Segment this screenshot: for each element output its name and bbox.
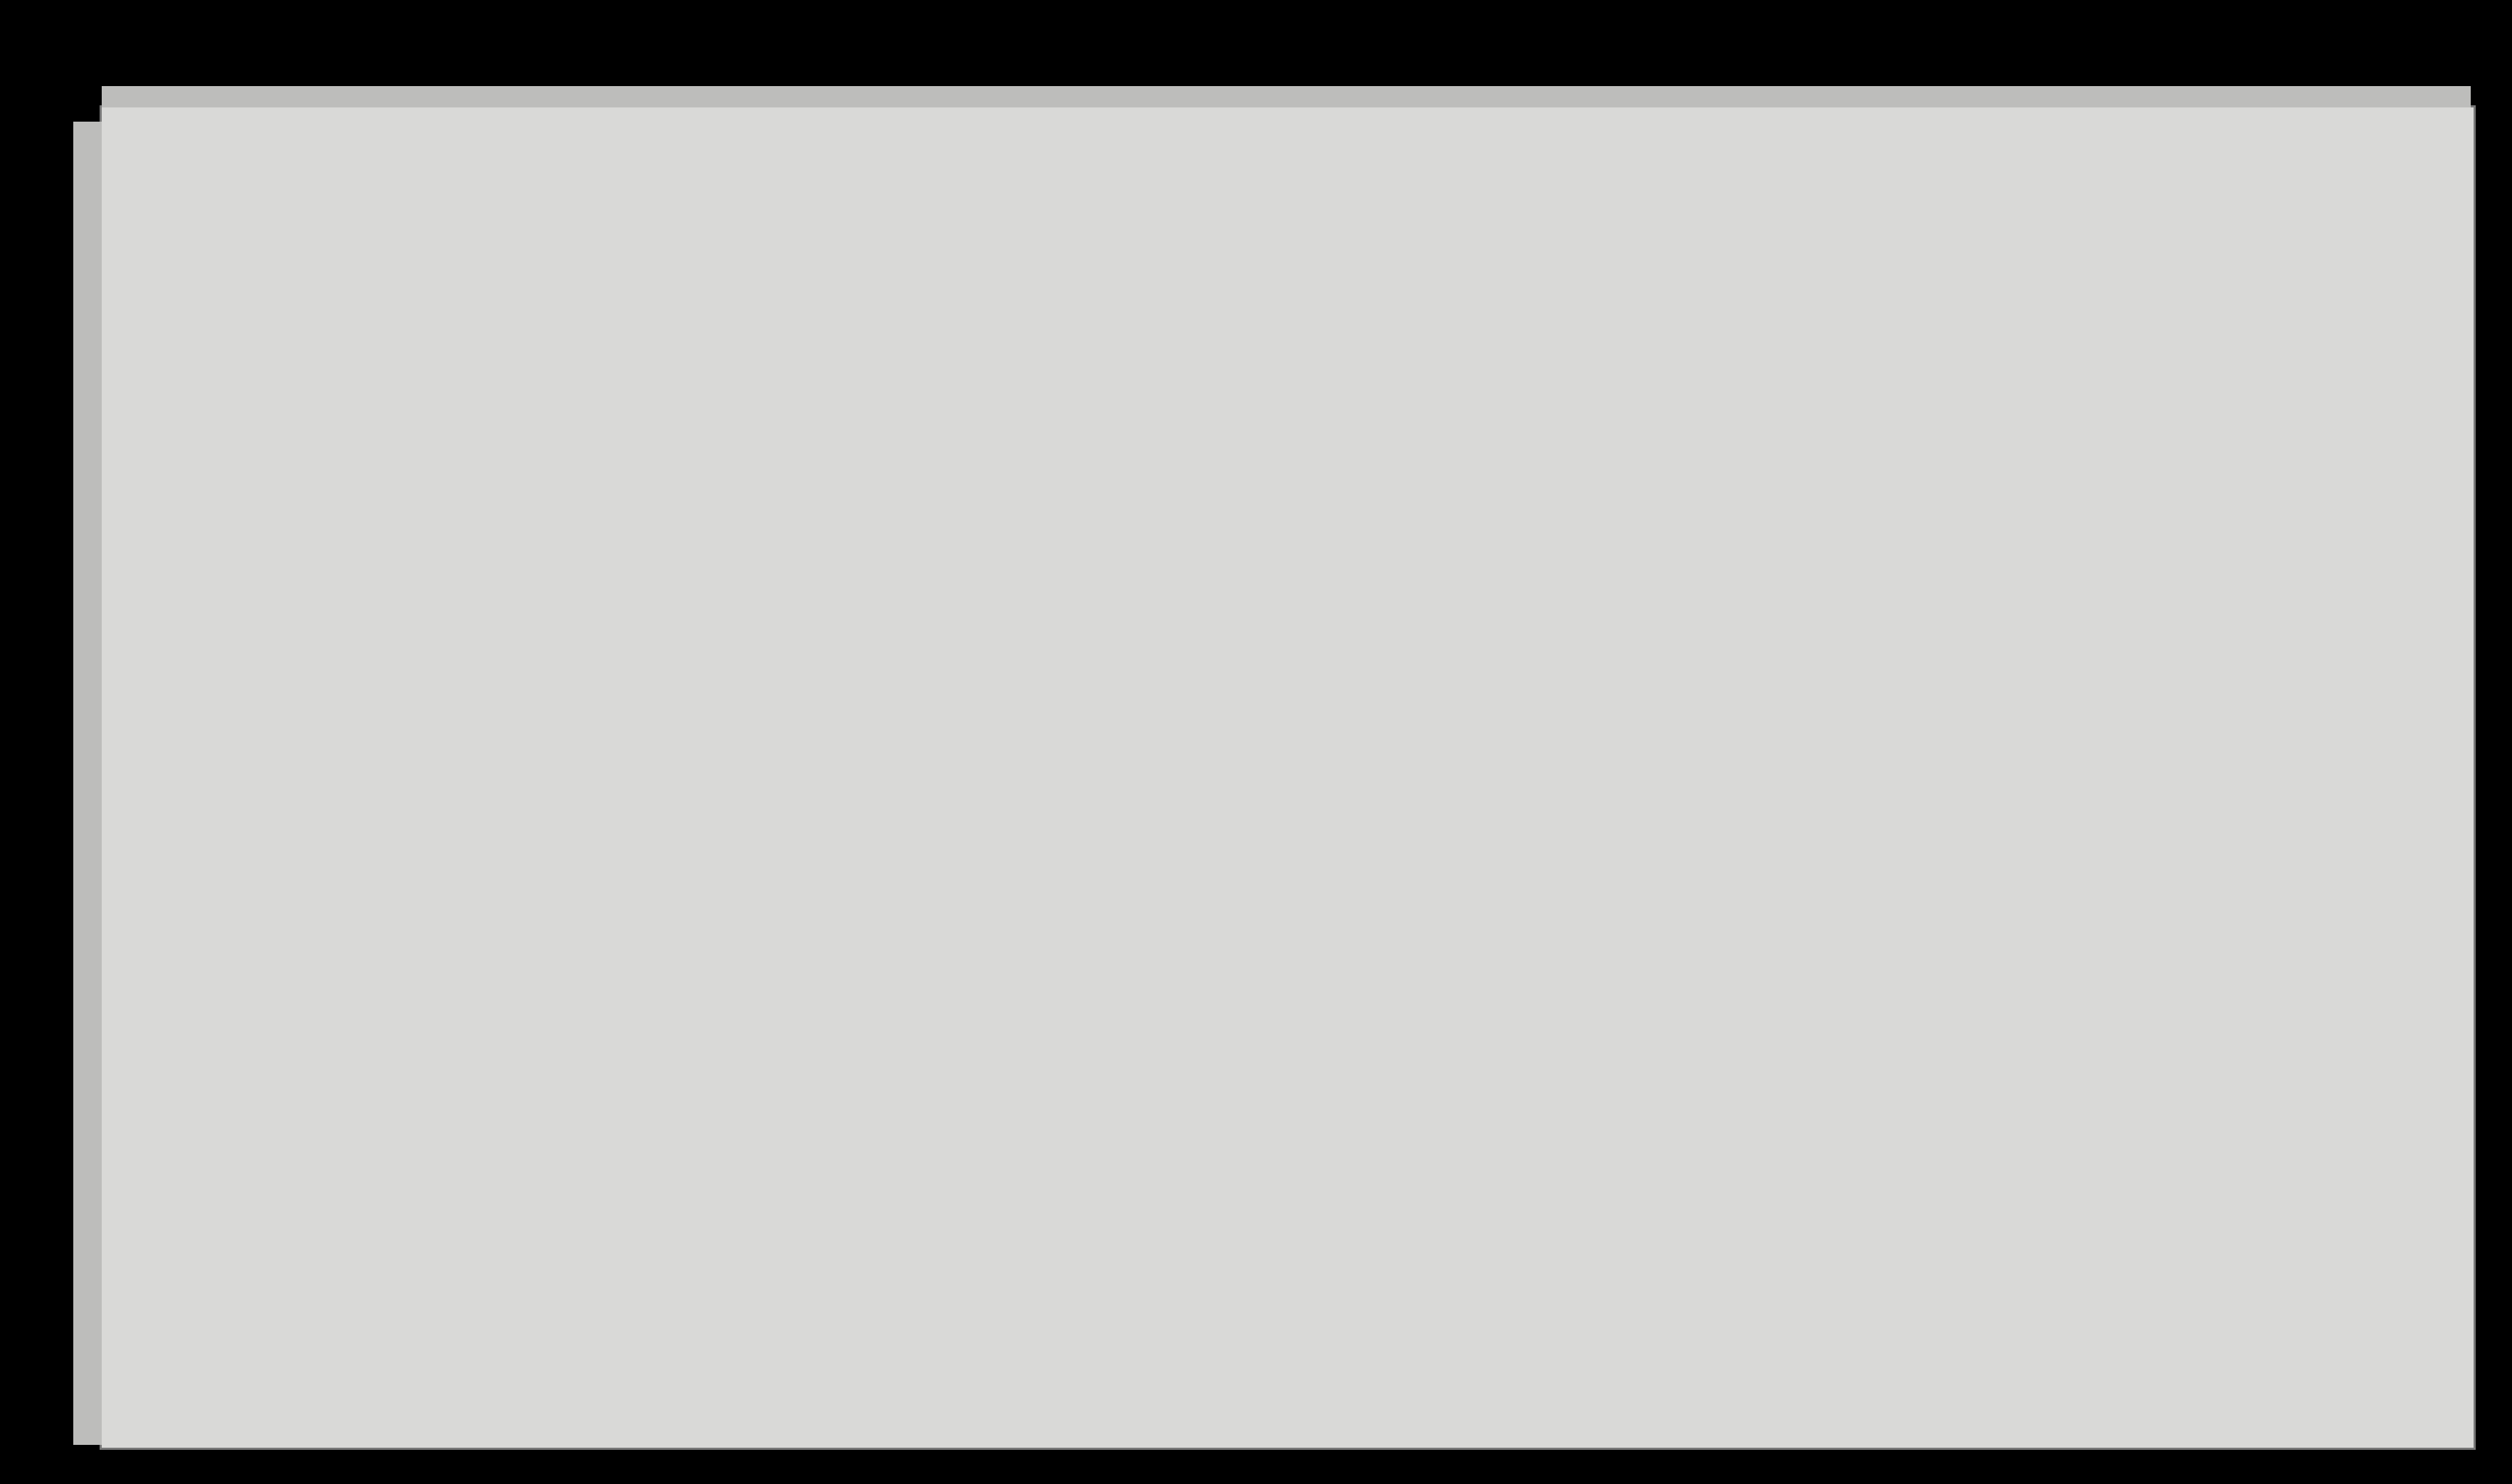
page-edge bbox=[73, 122, 102, 1445]
census-card-sheet bbox=[100, 105, 2476, 1450]
page-edge bbox=[102, 86, 2471, 107]
